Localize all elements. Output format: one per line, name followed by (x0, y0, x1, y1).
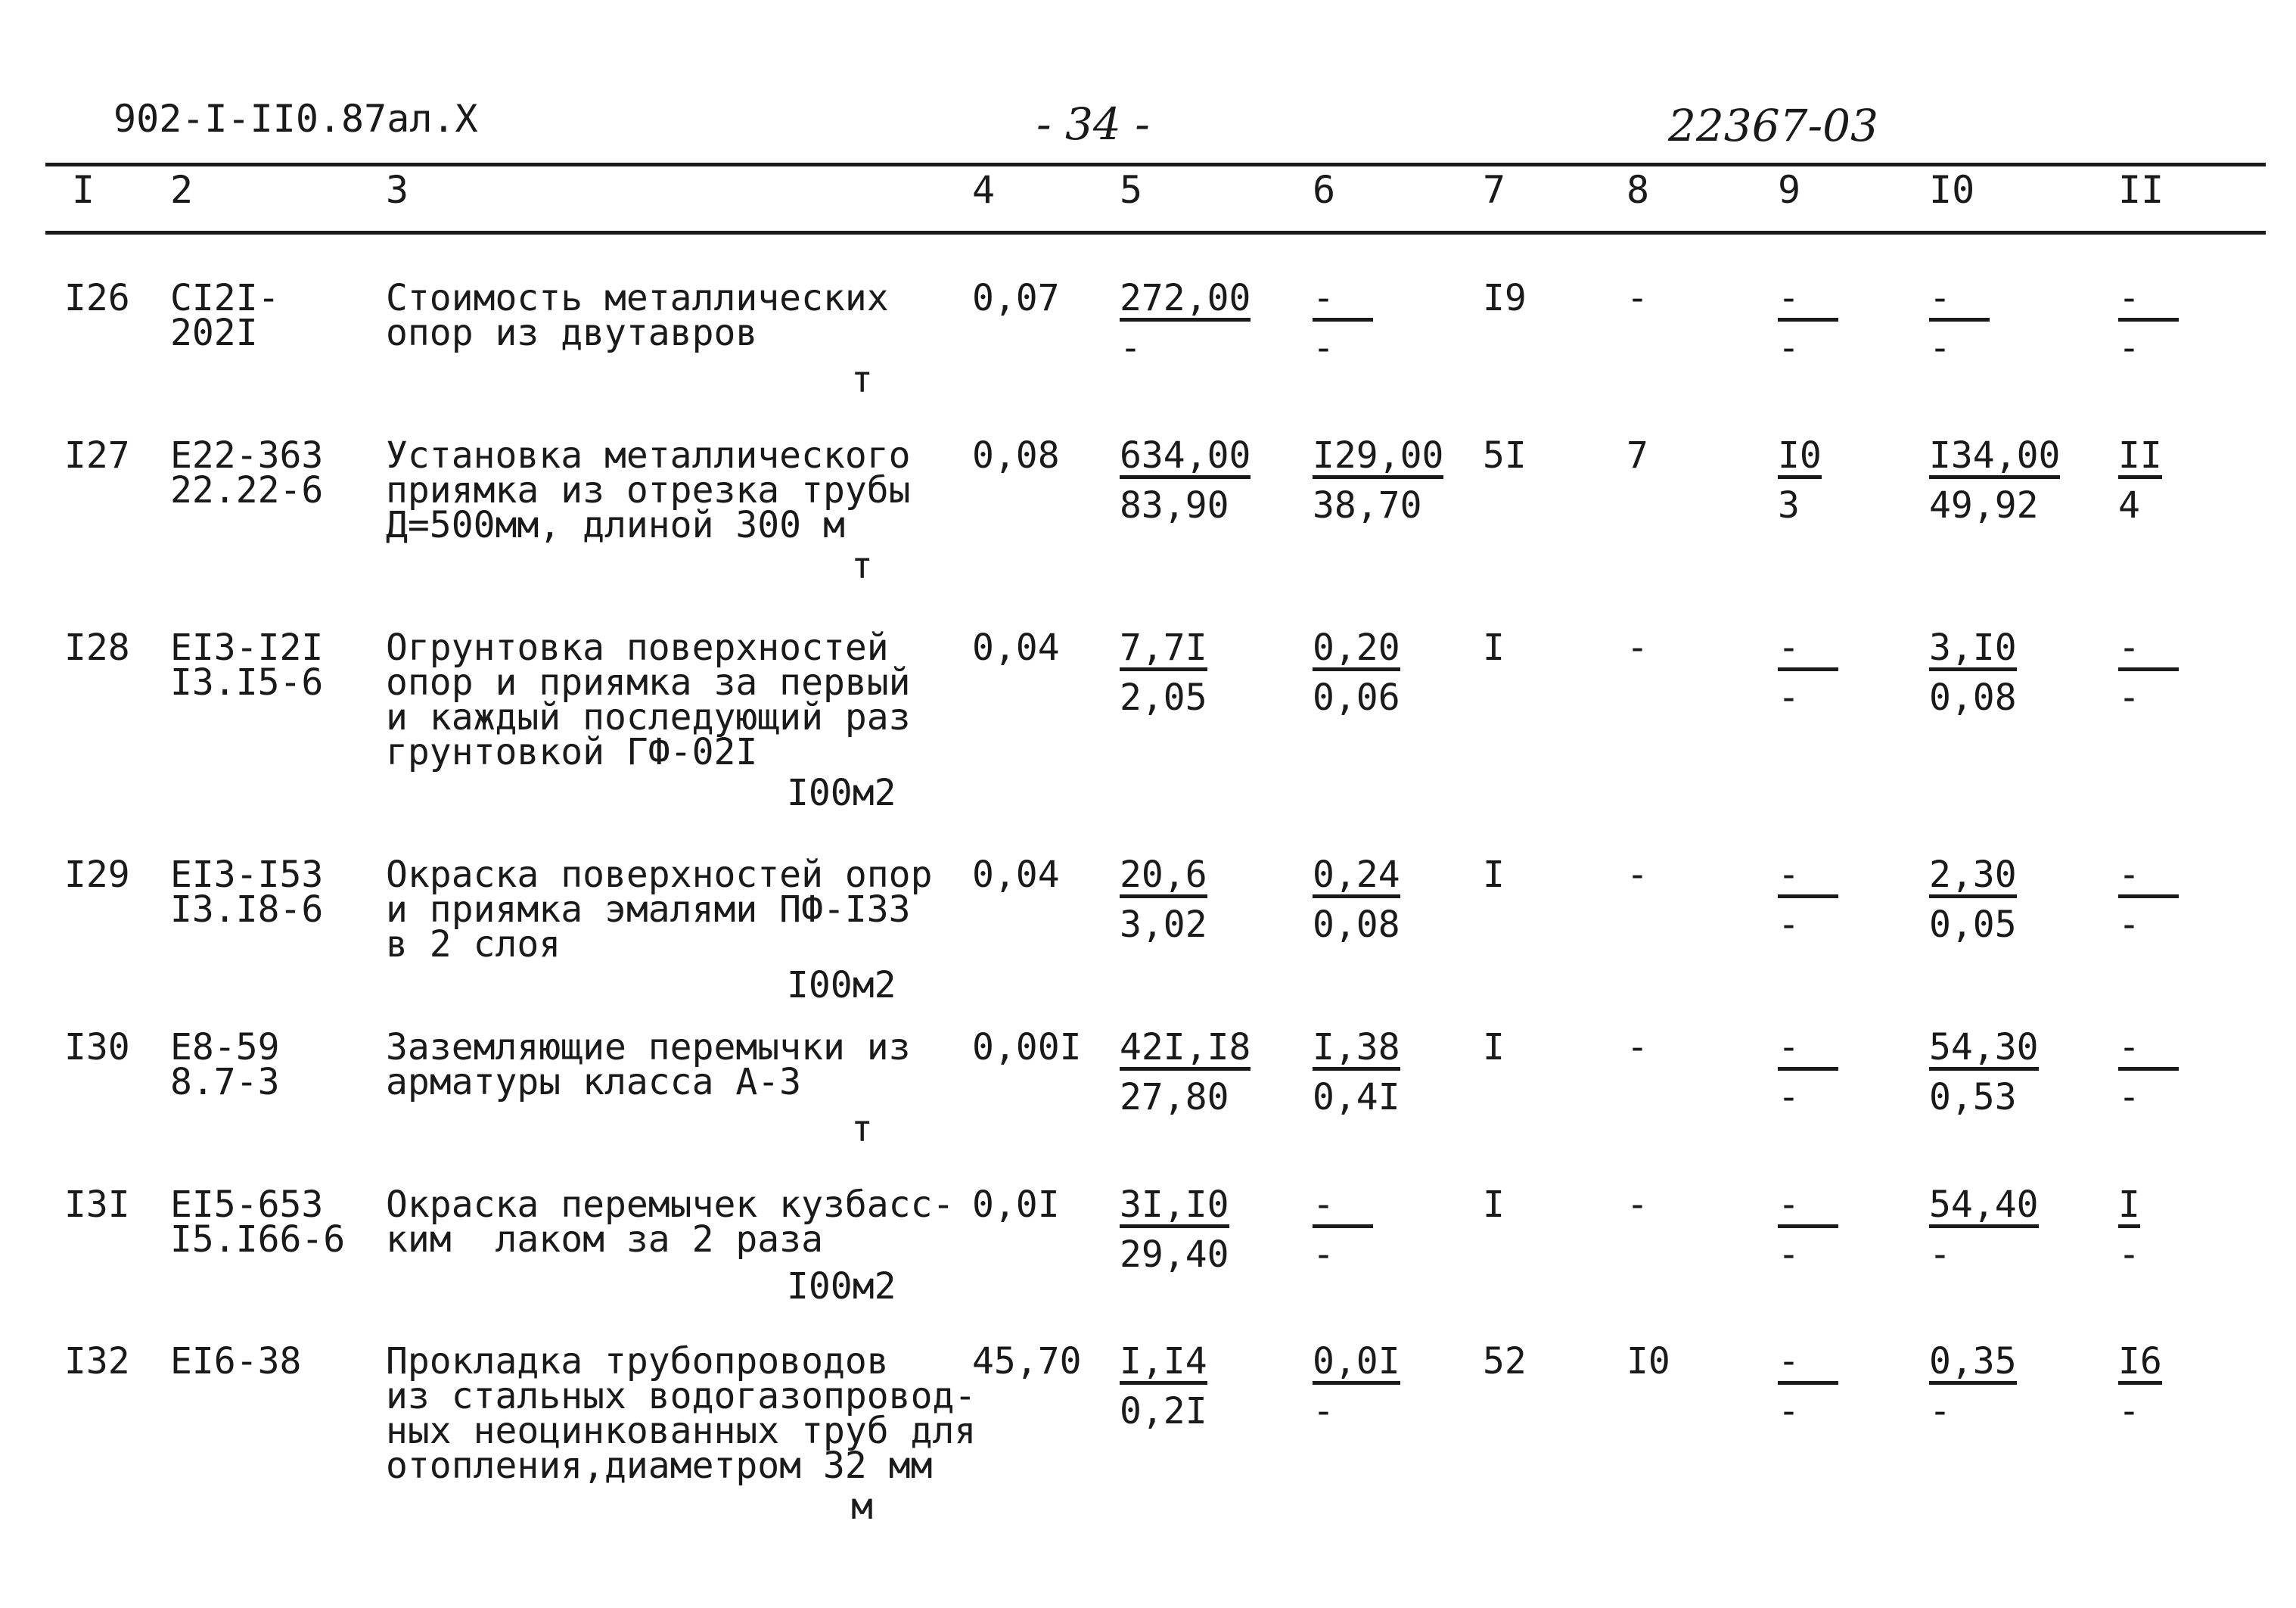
labor-cost-bottom: 3 (1778, 484, 1800, 527)
total-cost: 52 (1483, 1340, 1527, 1383)
machine-total-top: 54,40 (1929, 1187, 2039, 1228)
unit-of-measure: I00м2 (787, 772, 896, 814)
unit-of-measure: м (851, 1485, 873, 1528)
norm-code-cont: I3.I8-6 (170, 888, 324, 931)
row-number: I32 (64, 1340, 130, 1383)
machine-total-bottom: 0,05 (1929, 904, 2017, 946)
column-header-6: 6 (1313, 168, 1336, 212)
norm-code-cont: I5.I66-6 (170, 1218, 346, 1261)
work-description-line: Окраска перемычек кузбасс- (386, 1183, 955, 1226)
machine-cost-top: 0,0I (1313, 1343, 1400, 1385)
unit-cost-top: 42I,I8 (1120, 1029, 1251, 1071)
quantity: 45,70 (972, 1340, 1082, 1383)
unit-of-measure: I00м2 (787, 1265, 896, 1308)
wage-cost: - (1626, 277, 1648, 319)
machine-total-bottom: - (1929, 1390, 1951, 1432)
labor-cost-top: - (1778, 1187, 1838, 1228)
work-description-line: приямка из отрезка трубы (386, 469, 911, 512)
column-header-11: II (2118, 168, 2164, 212)
work-description-line: и каждый последующий раз (386, 696, 911, 739)
machine-total-top: I34,00 (1929, 437, 2060, 479)
labor-total-bottom: - (2118, 1076, 2140, 1118)
unit-of-measure: I00м2 (787, 964, 896, 1006)
column-header-3: 3 (386, 168, 409, 212)
quantity: 0,08 (972, 434, 1060, 477)
work-description-line: опор и приямка за первый (386, 661, 911, 704)
column-header-1: I (72, 168, 95, 212)
labor-cost-bottom: - (1778, 1233, 1800, 1276)
total-cost: I (1483, 1183, 1505, 1226)
labor-cost-top: - (1778, 1343, 1838, 1385)
unit-cost-bottom: - (1120, 327, 1142, 369)
column-header-4: 4 (972, 168, 996, 212)
labor-cost-bottom: - (1778, 1076, 1800, 1118)
work-description-line: Установка металлического (386, 434, 911, 477)
work-description-line: из стальных водогазопровод- (386, 1375, 977, 1417)
norm-code: EI3-I53 (170, 854, 324, 896)
work-description-line: грунтовкой ГФ-02I (386, 731, 758, 773)
quantity: 0,00I (972, 1026, 1082, 1068)
doc-code: 902-I-II0.87ал.X (113, 97, 478, 141)
machine-total-top: 3,I0 (1929, 630, 2017, 671)
labor-total-top: I (2118, 1187, 2140, 1228)
machine-cost-bottom: 0,06 (1313, 676, 1400, 719)
total-cost: 5I (1483, 434, 1527, 477)
labor-total-top: - (2118, 857, 2179, 898)
machine-total-top: - (1929, 280, 1990, 322)
norm-code-cont: 202I (170, 312, 258, 354)
machine-cost-top: 0,20 (1313, 630, 1400, 671)
unit-cost-top: 272,00 (1120, 280, 1251, 322)
unit-cost-top: 20,6 (1120, 857, 1207, 898)
labor-cost-bottom: - (1778, 1390, 1800, 1432)
norm-code: CI2I- (170, 277, 280, 319)
unit-cost-bottom: 2,05 (1120, 676, 1207, 719)
column-header-9: 9 (1778, 168, 1801, 212)
row-number: I27 (64, 434, 130, 477)
work-description-line: отопления,диаметром 32 мм (386, 1445, 933, 1487)
unit-of-measure: т (851, 359, 873, 401)
project-number: 22367-03 (1668, 100, 1878, 151)
total-cost: I (1483, 1026, 1505, 1068)
norm-code: EI3-I2I (170, 627, 324, 669)
work-description-line: в 2 слоя (386, 923, 561, 966)
labor-cost-top: - (1778, 280, 1838, 322)
labor-total-bottom: - (2118, 327, 2140, 369)
labor-total-top: I6 (2118, 1343, 2162, 1385)
header-rule (45, 231, 2266, 235)
total-cost: I9 (1483, 277, 1527, 319)
work-description-line: Д=500мм, длиной 300 м (386, 504, 845, 546)
column-header-8: 8 (1626, 168, 1650, 212)
quantity: 0,07 (972, 277, 1060, 319)
machine-cost-top: I29,00 (1313, 437, 1443, 479)
machine-cost-bottom: - (1313, 327, 1334, 369)
labor-cost-bottom: - (1778, 676, 1800, 719)
norm-code: E8-59 (170, 1026, 280, 1068)
machine-cost-bottom: 38,70 (1313, 484, 1422, 527)
machine-cost-top: 0,24 (1313, 857, 1400, 898)
quantity: 0,0I (972, 1183, 1060, 1226)
wage-cost: - (1626, 854, 1648, 896)
unit-cost-bottom: 0,2I (1120, 1390, 1207, 1432)
machine-cost-top: - (1313, 1187, 1373, 1228)
machine-total-bottom: 49,92 (1929, 484, 2039, 527)
wage-cost: 7 (1626, 434, 1648, 477)
machine-total-bottom: - (1929, 327, 1951, 369)
labor-cost-top: - (1778, 630, 1838, 671)
labor-cost-top: I0 (1778, 437, 1822, 479)
machine-cost-bottom: 0,08 (1313, 904, 1400, 946)
labor-total-top: - (2118, 1029, 2179, 1071)
unit-cost-top: 634,00 (1120, 437, 1251, 479)
labor-total-bottom: - (2118, 1233, 2140, 1276)
machine-cost-top: - (1313, 280, 1373, 322)
labor-total-bottom: - (2118, 676, 2140, 719)
row-number: I28 (64, 627, 130, 669)
work-description-line: ных неоцинкованных труб для (386, 1410, 977, 1452)
labor-total-top: - (2118, 280, 2179, 322)
machine-total-bottom: 0,08 (1929, 676, 2017, 719)
row-number: I30 (64, 1026, 130, 1068)
machine-total-bottom: 0,53 (1929, 1076, 2017, 1118)
column-header-7: 7 (1483, 168, 1506, 212)
norm-code-cont: I3.I5-6 (170, 661, 324, 704)
work-description-line: арматуры класса А-3 (386, 1061, 802, 1103)
norm-code: EI5-653 (170, 1183, 324, 1226)
unit-cost-bottom: 27,80 (1120, 1076, 1229, 1118)
work-description-line: Огрунтовка поверхностей (386, 627, 889, 669)
page-number: - 34 - (1036, 98, 1150, 150)
labor-cost-top: - (1778, 857, 1838, 898)
work-description-line: ким лаком за 2 раза (386, 1218, 823, 1261)
labor-total-bottom: 4 (2118, 484, 2140, 527)
unit-cost-top: 3I,I0 (1120, 1187, 1229, 1228)
wage-cost: I0 (1626, 1340, 1670, 1383)
work-description-line: Окраска поверхностей опор (386, 854, 933, 896)
unit-cost-top: 7,7I (1120, 630, 1207, 671)
unit-of-measure: т (851, 545, 873, 587)
machine-total-top: 2,30 (1929, 857, 2017, 898)
norm-code: EI6-38 (170, 1340, 302, 1383)
machine-total-top: 0,35 (1929, 1343, 2017, 1385)
column-header-2: 2 (170, 168, 194, 212)
work-description-line: и приямка эмалями ПФ-I33 (386, 888, 911, 931)
column-header-5: 5 (1120, 168, 1143, 212)
quantity: 0,04 (972, 627, 1060, 669)
machine-cost-bottom: - (1313, 1233, 1334, 1276)
row-number: I3I (64, 1183, 130, 1226)
row-number: I29 (64, 854, 130, 896)
labor-total-bottom: - (2118, 1390, 2140, 1432)
labor-total-top: - (2118, 630, 2179, 671)
norm-code-cont: 22.22-6 (170, 469, 324, 512)
machine-cost-bottom: - (1313, 1390, 1334, 1432)
unit-cost-top: I,I4 (1120, 1343, 1207, 1385)
unit-cost-bottom: 29,40 (1120, 1233, 1229, 1276)
unit-of-measure: т (851, 1108, 873, 1150)
row-number: I26 (64, 277, 130, 319)
machine-cost-top: I,38 (1313, 1029, 1400, 1071)
wage-cost: - (1626, 627, 1648, 669)
machine-total-bottom: - (1929, 1233, 1951, 1276)
work-description-line: Заземляющие перемычки из (386, 1026, 911, 1068)
column-header-10: I0 (1929, 168, 1975, 212)
labor-cost-bottom: - (1778, 327, 1800, 369)
labor-total-top: II (2118, 437, 2162, 479)
machine-total-top: 54,30 (1929, 1029, 2039, 1071)
labor-cost-top: - (1778, 1029, 1838, 1071)
machine-cost-bottom: 0,4I (1313, 1076, 1400, 1118)
total-cost: I (1483, 854, 1505, 896)
quantity: 0,04 (972, 854, 1060, 896)
wage-cost: - (1626, 1026, 1648, 1068)
top-rule (45, 163, 2266, 166)
work-description-line: Прокладка трубопроводов (386, 1340, 889, 1383)
unit-cost-bottom: 83,90 (1120, 484, 1229, 527)
wage-cost: - (1626, 1183, 1648, 1226)
norm-code: E22-363 (170, 434, 324, 477)
labor-cost-bottom: - (1778, 904, 1800, 946)
norm-code-cont: 8.7-3 (170, 1061, 280, 1103)
work-description-line: опор из двутавров (386, 312, 758, 354)
total-cost: I (1483, 627, 1505, 669)
labor-total-bottom: - (2118, 904, 2140, 946)
work-description-line: Стоимость металлических (386, 277, 889, 319)
unit-cost-bottom: 3,02 (1120, 904, 1207, 946)
